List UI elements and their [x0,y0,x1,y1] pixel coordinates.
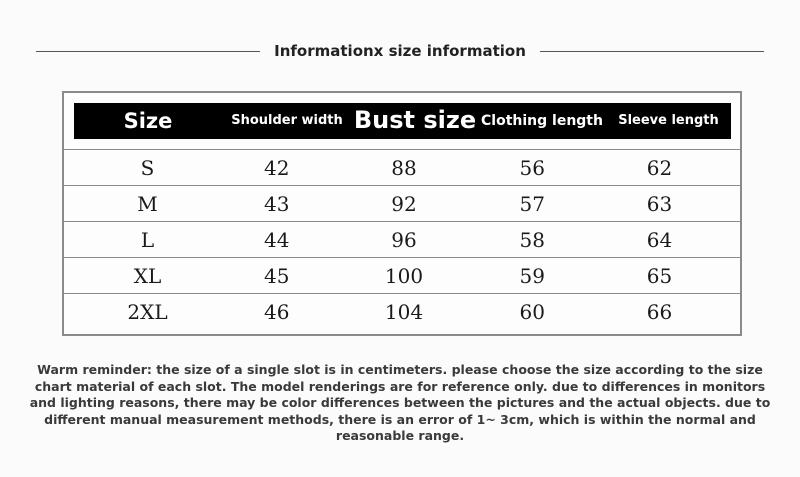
clothing-cell: 57 [519,191,545,216]
table-header [74,103,731,139]
title-rule-right [540,51,764,52]
header-size: Size [123,108,173,133]
bust-cell: 96 [391,227,417,252]
sleeve-cell: 65 [646,263,673,288]
sleeve-cell: 62 [646,155,673,180]
clothing-cell: 60 [519,300,545,324]
warm-reminder-note: Warm reminder: the size of a single slot is in centimeters. please choose the size according to the size chart material of each slot. The model renderings are for reference only. due to differences in monitors and lighting reasons, there may be color differences between the pictures and the actual objects. due to different manual measurement methods, there is an error of 1~ 3cm, which is within the normal and reasonable range. [29,362,771,444]
table-row [64,185,740,221]
title-rule-left [36,51,260,52]
size-cell: S [140,155,155,180]
table-row [64,149,740,185]
shoulder-cell: 45 [264,263,290,288]
clothing-cell: 59 [519,263,545,288]
size-cell: L [140,227,155,252]
sleeve-cell: 63 [646,191,673,216]
table-row [64,293,740,330]
bust-cell: 88 [391,155,417,180]
bust-cell: 104 [384,300,424,324]
sleeve-cell: 66 [646,300,673,324]
title-row [36,38,764,64]
sleeve-cell: 64 [646,227,673,252]
clothing-cell: 58 [519,227,545,252]
bust-cell: 92 [391,191,417,216]
table-row [64,221,740,257]
page-title: Informationx size information [274,42,526,60]
header-sleeve-length: Sleeve length [618,113,719,129]
header-clothing-length: Clothing length [481,112,603,129]
shoulder-cell: 42 [264,155,290,180]
clothing-cell: 56 [519,155,545,180]
header-bust-size: Bust size [353,106,477,135]
bust-cell: 100 [384,263,424,288]
header-shoulder-width: Shoulder width [231,113,343,129]
size-cell: M [137,191,158,216]
size-cell: XL [133,263,162,288]
table-row [64,257,740,293]
table-body [64,149,740,330]
size-cell: 2XL [127,300,168,324]
size-table [62,91,742,336]
shoulder-cell: 44 [264,227,290,252]
shoulder-cell: 46 [264,300,290,324]
shoulder-cell: 43 [264,191,290,216]
